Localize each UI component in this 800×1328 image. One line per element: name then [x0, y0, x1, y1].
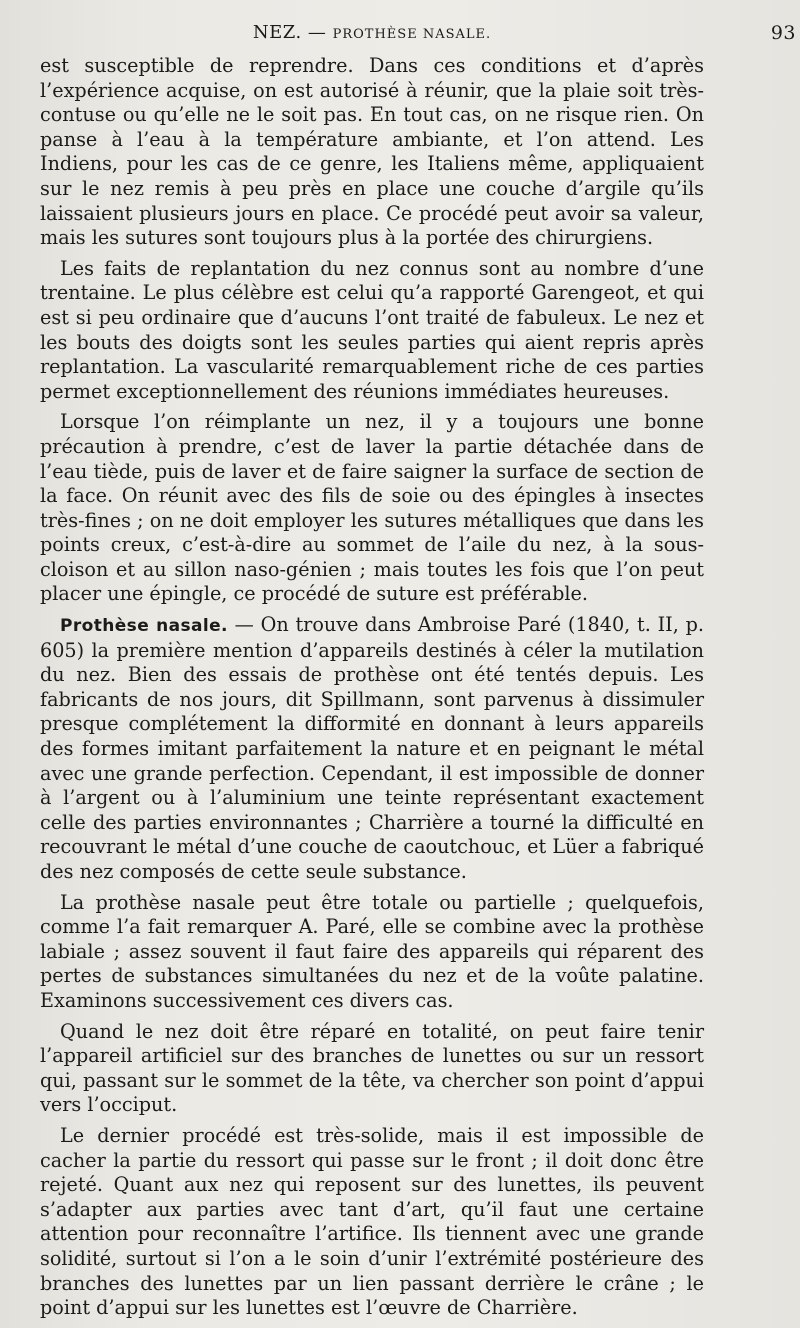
section-text: — On trouve dans Ambroise Paré (1840, t. II, p. 605) la première mention d’appareils destinés à céler la mutilation du nez. Bien des essais de prothèse ont été tentés depuis. Les fabricants de nos jours, dit Spillmann, sont parvenus à dissimuler presque complétement la difformité en donnant à leurs appareils des formes imitant parfaitement la nature et en peignant le métal avec une grande perfection. Cependant, il est impossible de donner à l’argent ou à l’aluminium une teinte représentant exactement celle des parties environnantes ; Charrière a tourné la difficulté en recouvrant le métal d’une couche de caoutchouc, et Lüer a fabriqué des nez composés de cette seule substance.: [40, 613, 704, 883]
section-heading: Prothèse nasale.: [60, 616, 228, 637]
paragraph-3: Lorsque l’on réimplante un nez, il y a toujours une bonne précaution à prendre, c’est de laver la partie détachée dans de l’eau tiède, puis de laver et de faire saigner la surface de section de la face. On réunit avec des fils de soie ou des épingles à insectes très-fines ; on ne doit employer les sutures métalliques que dans les points creux, c’est-à-dire au sommet de l’aile du nez, à la sous-cloison et au sillon naso-génien ; mais toutes les fois que l’on peut placer une épingle, ce procédé de suture est préférable.: [40, 410, 704, 606]
section-paragraph: [40, 613, 704, 885]
paragraph-5: La prothèse nasale peut être totale ou partielle ; quelquefois, comme l’a fait remarquer A. Paré, elle se combine avec la prothèse labiale ; assez souvent il faut faire des appareils qui réparent des pertes de substances simultanées du nez et de la voûte palatine. Examinons successivement ces divers cas.: [40, 890, 704, 1012]
paragraph-7: Le dernier procédé est très-solide, mais il est impossible de cacher la partie du ressort qui passe sur le front ; il doit donc être rejeté. Quant aux nez qui reposent sur des lunettes, ils peuvent s’adapter aux parties avec tant d’art, qu’il faut une certaine attention pour reconnaître l’artifice. Ils tiennent avec une grande solidité, surtout si l’on a le soin d’unir l’extrémité postérieure des branches des lunettes par un lien passant derrière le crâne ; le point d’appui sur les lunettes est l’œuvre de Charrière.: [40, 1123, 704, 1320]
paragraph-2: Les faits de replantation du nez connus sont au nombre d’une trentaine. Le plus célèbre est celui qu’a rapporté Garengeot, et qui est si peu ordinaire que d’aucuns l’ont traité de fabuleux. Le nez et les bouts des doigts sont les seules parties qui aient repris après replantation. La vascularité remarquablement riche de ces parties permet exceptionnellement des réunions immédiates heureuses.: [40, 256, 704, 403]
running-header: [40, 22, 796, 46]
page-number: 93: [770, 22, 796, 44]
paragraph-6: Quand le nez doit être réparé en totalité, on peut faire tenir l’appareil artificiel sur des branches de lunettes ou sur un ressort qui, passant sur le sommet de la tête, va chercher son point d’appui vers l’occiput.: [40, 1019, 704, 1117]
page-body: [40, 54, 704, 1327]
header-title: NEZ. —: [252, 22, 333, 43]
running-title: [40, 22, 704, 43]
header-subtitle: PROTHÈSE NASALE.: [332, 27, 492, 42]
paragraph-1: est susceptible de reprendre. Dans ces conditions et d’après l’expérience acquise, on est autorisé à réunir, que la plaie soit très-contuse ou qu’elle ne le soit pas. En tout cas, on ne risque rien. On panse à l’eau à la température ambiante, et l’on attend. Les Indiens, pour les cas de ce genre, les Italiens même, appliquaient sur le nez remis à peu près en place une couche d’argile qu’ils laissaient plusieurs jours en place. Ce procédé peut avoir sa valeur, mais les sutures sont toujours plus à la portée des chirurgiens.: [40, 54, 704, 250]
